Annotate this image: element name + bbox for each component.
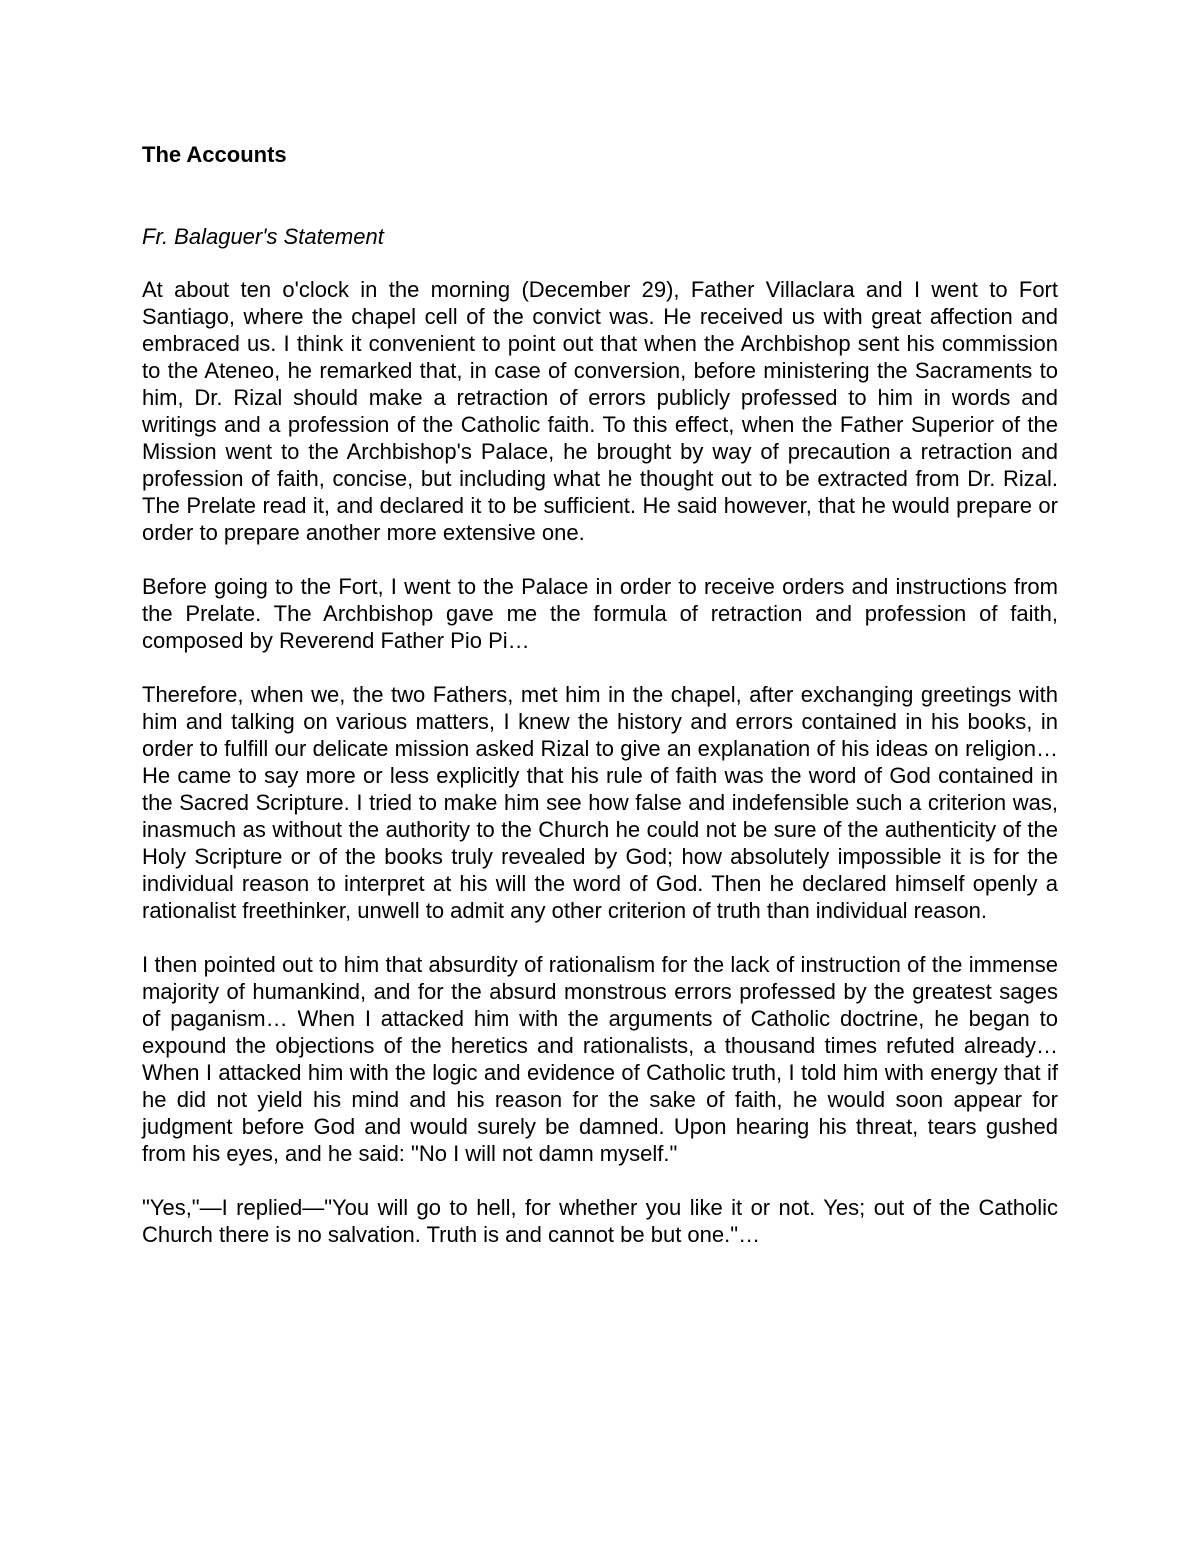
document-body [142, 140, 1058, 1275]
paragraph: At about ten o'clock in the morning (December 29), Father Villaclara and I went to Fort Santiago, where the chapel cell of the convict was. He received us with great affection and embraced us. I think it convenient to point out that when the Archbishop sent his commission to the Ateneo, he remarked that, in case of conversion, before ministering the Sacraments to him, Dr. Rizal should make a retraction of errors publicly professed to him in words and writings and a profession of the Catholic faith. To this effect, when the Father Superior of the Mission went to the Archbishop's Palace, he brought by way of precaution a retraction and profession of faith, concise, but including what he thought out to be extracted from Dr. Rizal. The Prelate read it, and declared it to be sufficient. He said however, that he would prepare or order to prepare another more extensive one. [142, 277, 1058, 545]
paragraph: I then pointed out to him that absurdity of rationalism for the lack of instruction of the immense majority of humankind, and for the absurd monstrous errors professed by the greatest sages of paganism… When I attacked him with the arguments of Catholic doctrine, he began to expound the objections of the heretics and rationalists, a thousand times refuted already… When I attacked him with the logic and evidence of Catholic truth, I told him with energy that if he did not yield his mind and his reason for the sake of faith, he would soon appear for judgment before God and would surely be damned. Upon hearing his threat, tears gushed from his eyes, and he said: "No I will not damn myself." [142, 952, 1058, 1166]
paragraph: Therefore, when we, the two Fathers, met him in the chapel, after exchanging greetings with him and talking on various matters, I knew the history and errors contained in his books, in order to fulfill our delicate mission asked Rizal to give an explanation of his ideas on religion… He came to say more or less explicitly that his rule of faith was the word of God contained in the Sacred Scripture. I tried to make him see how false and indefensible such a criterion was, inasmuch as without the authority to the Church he could not be sure of the authenticity of the Holy Scripture or of the books truly revealed by God; how absolutely impossible it is for the individual reason to interpret at his will the word of God. Then he declared himself openly a rationalist freethinker, unwell to admit any other criterion of truth than individual reason. [142, 682, 1058, 923]
paragraph: "Yes,"—I replied—"You will go to hell, for whether you like it or not. Yes; out of the Catholic Church there is no salvation. Truth is and cannot be but one."… [142, 1195, 1058, 1247]
document-title: The Accounts [142, 142, 287, 167]
paragraph: Before going to the Fort, I went to the Palace in order to receive orders and instructions from the Prelate. The Archbishop gave me the formula of retraction and profession of faith, composed by Reverend Father Pio Pi… [142, 574, 1058, 653]
section-title: Fr. Balaguer's Statement [142, 224, 384, 249]
